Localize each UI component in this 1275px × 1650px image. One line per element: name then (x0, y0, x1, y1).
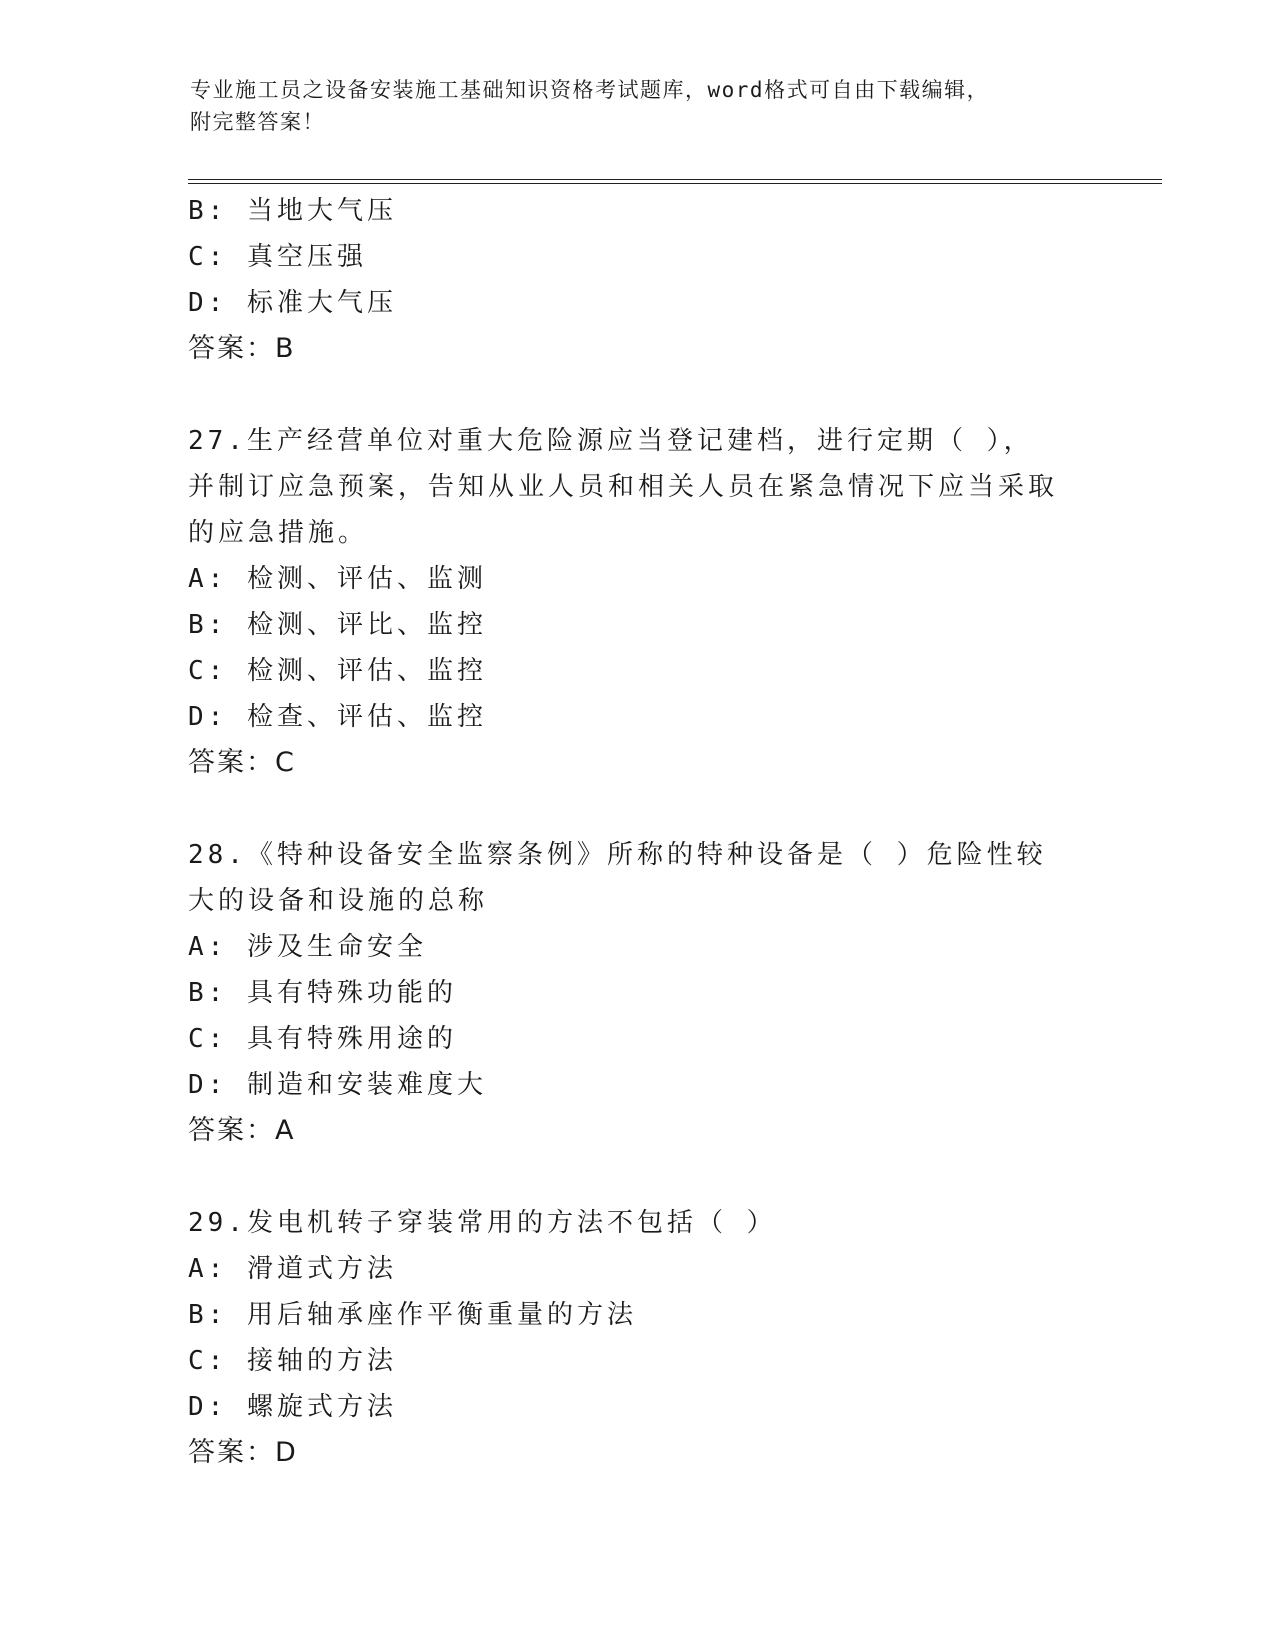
question-stem: 28.《特种设备安全监察条例》所称的特种设备是（ ）危险性较大的设备和设施的总称 (188, 840, 1047, 916)
spacer (188, 1154, 1088, 1200)
option-c: C: 具有特殊用途的 (188, 1024, 457, 1054)
question-27 (188, 418, 1088, 786)
option-a: A: 检测、评估、监测 (188, 564, 487, 594)
header-line-1: 专业施工员之设备安装施工基础知识资格考试题库，word格式可自由下载编辑， (190, 78, 990, 102)
answer-line: 答案：B (188, 333, 296, 364)
answer-line: 答案：A (188, 1115, 296, 1146)
option-c: C: 检测、评估、监控 (188, 656, 487, 686)
question-stem: 27.生产经营单位对重大危险源应当登记建档，进行定期（ ），并制订应急预案，告知从业人员和相关人员在紧急情况下应当采取的应急措施。 (188, 426, 1059, 548)
option-b: B: 检测、评比、监控 (188, 610, 487, 640)
answer-line: 答案：C (188, 747, 296, 778)
option-a: A: 滑道式方法 (188, 1254, 397, 1284)
option-d: D: 制造和安装难度大 (188, 1070, 487, 1100)
document-header (190, 74, 1090, 138)
header-divider-top (188, 179, 1162, 180)
question-28 (188, 832, 1088, 1154)
spacer (188, 372, 1088, 418)
answer-line: 答案：D (188, 1437, 298, 1468)
option-b: B: 具有特殊功能的 (188, 978, 457, 1008)
question-list (188, 188, 1088, 1476)
option-d: D: 检查、评估、监控 (188, 702, 487, 732)
option-d: D: 螺旋式方法 (188, 1392, 397, 1422)
question-26-continued (188, 188, 1088, 372)
option-c: C: 真空压强 (188, 242, 367, 272)
option-c: C: 接轴的方法 (188, 1346, 397, 1376)
header-line-2: 附完整答案！ (190, 110, 325, 134)
option-b: B: 当地大气压 (188, 196, 397, 226)
header-divider-bottom (188, 183, 1162, 184)
question-stem: 29.发电机转子穿装常用的方法不包括（ ） (188, 1208, 777, 1238)
option-d: D: 标准大气压 (188, 288, 397, 318)
question-29 (188, 1200, 1088, 1476)
option-a: A: 涉及生命安全 (188, 932, 427, 962)
option-b: B: 用后轴承座作平衡重量的方法 (188, 1300, 637, 1330)
spacer (188, 786, 1088, 832)
